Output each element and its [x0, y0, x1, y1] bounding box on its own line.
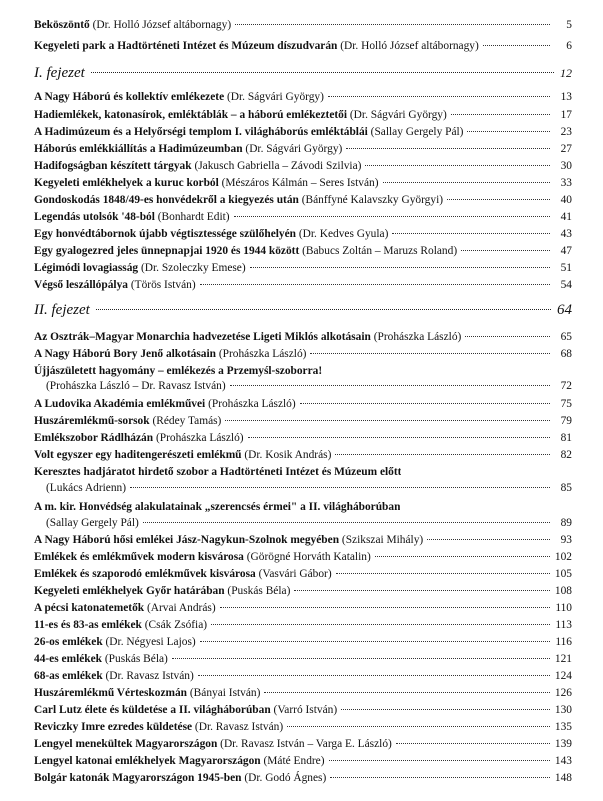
entry-page: 135 [554, 721, 572, 733]
entry-author: (Puskás Béla) [227, 585, 291, 597]
entry-page: 85 [560, 482, 572, 494]
entry-author: (Sallay Gergely Pál) [370, 126, 464, 138]
entry-page: 27 [560, 143, 572, 155]
toc-entry [34, 584, 572, 598]
dot-leader [225, 420, 550, 421]
entry-page: 121 [554, 653, 572, 665]
entry-page: 13 [560, 91, 572, 103]
dot-leader [383, 182, 550, 183]
entry-title: A Ludovika Akadémia emlékművei [34, 398, 206, 410]
entry-title: A Hadimúzeum és a Helyőrségi templom I. világháborús emléktáblái [34, 126, 368, 138]
toc-entry [34, 771, 572, 785]
entry-author: (Dr. Ravasz István) [105, 670, 194, 682]
dot-leader [447, 199, 550, 200]
entry-title: A m. kir. Honvédség alakulatainak „szerencsés érmei" a II. világháborúban [34, 501, 401, 513]
dot-leader [465, 336, 550, 337]
toc-entry [34, 618, 572, 632]
toc-entry [34, 193, 572, 207]
entry-title: Lengyel katonai emlékhelyek Magyarországon [34, 755, 261, 767]
toc-entry [34, 227, 572, 241]
entry-page: 51 [560, 262, 572, 274]
entry-page: 82 [560, 449, 572, 461]
dot-leader [250, 267, 550, 268]
entry-title: 26-os emlékek [34, 636, 103, 648]
dot-leader [341, 709, 550, 710]
toc-entry [34, 686, 572, 700]
dot-leader [287, 726, 550, 727]
dot-leader [392, 233, 550, 234]
entry-author: (Prohászka László) [155, 432, 244, 444]
toc-entry [34, 90, 572, 104]
entry-author: (Dr. Ravasz István – Varga E. László) [220, 738, 392, 750]
chapter-title: I. fejezet [34, 65, 85, 81]
toc-entry [34, 703, 572, 717]
toc-entry [34, 414, 572, 428]
entry-title: Légimódi lovagiasság [34, 262, 139, 274]
toc-entry [34, 567, 572, 581]
toc-entry [34, 125, 572, 139]
entry-title: Emlékek és emlékművek modern kisvárosa [34, 551, 244, 563]
toc-entry-continued [46, 481, 572, 495]
chapter-title: II. fejezet [34, 302, 90, 318]
entry-title: 11-es és 83-as emlékek [34, 619, 142, 631]
entry-author: (Puskás Béla) [104, 653, 168, 665]
entry-page: 17 [560, 109, 572, 121]
entry-page: 113 [555, 619, 572, 631]
toc-entry [34, 210, 572, 224]
entry-page: 68 [560, 348, 572, 360]
entry-author: (Dr. Godó Ágnes) [244, 772, 327, 784]
dot-leader [211, 624, 550, 625]
toc-entry [34, 108, 572, 122]
toc-entry [34, 39, 572, 53]
entry-title: Beköszöntő [34, 19, 90, 31]
entry-author: (Mészáros Kálmán – Seres István) [221, 177, 379, 189]
entry-title: A pécsi katonatemetők [34, 602, 145, 614]
entry-page: 30 [560, 160, 572, 172]
entry-page: 65 [560, 331, 572, 343]
entry-author: (Babucs Zoltán – Maruzs Roland) [302, 245, 458, 257]
entry-author: (Csák Zsófia) [144, 619, 208, 631]
toc-entry [34, 330, 572, 344]
dot-leader [235, 24, 550, 25]
toc-entry [34, 431, 572, 445]
entry-page: 54 [560, 279, 572, 291]
toc-entry [34, 465, 572, 479]
entry-author: (Varró István) [273, 704, 338, 716]
entry-title: 68-as emlékek [34, 670, 103, 682]
dot-leader [310, 353, 550, 354]
toc-entry-continued [46, 516, 572, 530]
toc-entry [34, 652, 572, 666]
entry-page: 108 [554, 585, 572, 597]
toc-entry [34, 550, 572, 564]
entry-page: 143 [554, 755, 572, 767]
entry-author: (Dr. Kosik András) [244, 449, 332, 461]
dot-leader [143, 522, 550, 523]
toc-entry [34, 176, 572, 190]
entry-title: Hadifogságban készített tárgyak [34, 160, 192, 172]
entry-title: Kegyeleti emlékhelyek Győr határában [34, 585, 225, 597]
dot-leader [172, 658, 550, 659]
entry-author: (Prohászka László) [208, 398, 296, 410]
entry-page: 148 [554, 772, 572, 784]
entry-author: (Dr. Holló József altábornagy) [92, 19, 232, 31]
entry-author: (Dr. Holló József altábornagy) [340, 40, 479, 52]
chapter-heading [34, 302, 572, 322]
toc-entry [34, 635, 572, 649]
chapter-heading [34, 65, 572, 85]
entry-author: (Sallay Gergely Pál) [46, 517, 139, 529]
entry-author: (Máté Endre) [263, 755, 325, 767]
entry-title: Huszáremlékmű Vérteskozmán [34, 687, 188, 699]
toc-entry [34, 601, 572, 615]
entry-page: 130 [554, 704, 572, 716]
entry-page: 41 [560, 211, 572, 223]
dot-leader [96, 309, 551, 310]
dot-leader [396, 743, 550, 744]
entry-page: 47 [560, 245, 572, 257]
entry-page: 139 [554, 738, 572, 750]
entry-title: Háborús emlékkiállítás a Hadimúzeumban [34, 143, 243, 155]
entry-title: 44-es emlékek [34, 653, 103, 665]
entry-page: 124 [554, 670, 572, 682]
dot-leader [483, 45, 550, 46]
dot-leader [330, 777, 550, 778]
toc-entry [34, 261, 572, 275]
entry-title: Kegyeleti park a Hadtörténeti Intézet és Múzeum díszudvarán [34, 40, 338, 52]
entry-title: Keresztes hadjáratot hirdető szobor a Hadtörténeti Intézet és Múzeum előtt [34, 466, 402, 478]
entry-page: 72 [560, 380, 572, 392]
entry-author: (Görögné Horváth Katalin) [246, 551, 371, 563]
entry-title: Huszáremlékmű-sorsok [34, 415, 150, 427]
toc-entry [34, 533, 572, 547]
entry-title: Carl Lutz élete és küldetése a II. világháborúban [34, 704, 271, 716]
entry-page: 110 [555, 602, 572, 614]
dot-leader [248, 437, 550, 438]
dot-leader [130, 487, 550, 488]
dot-leader [220, 607, 550, 608]
entry-title: Egy gyalogezred jeles ünnepnapjai 1920 és 1944 között [34, 245, 300, 257]
dot-leader [336, 573, 550, 574]
entry-author: (Prohászka László – Dr. Ravasz István) [46, 380, 226, 392]
entry-author: (Dr. Ságvári György) [227, 91, 324, 103]
entry-author: (Vasvári Gábor) [258, 568, 332, 580]
dot-leader [300, 403, 550, 404]
entry-author: (Dr. Ságvári György) [349, 109, 447, 121]
dot-leader [294, 590, 550, 591]
entry-author: (Rédey Tamás) [152, 415, 222, 427]
entry-title: Emlékek és szaporodó emlékművek kisvárosa [34, 568, 256, 580]
entry-author: (Dr. Négyesi Lajos) [105, 636, 196, 648]
dot-leader [234, 216, 550, 217]
toc-entry [34, 448, 572, 462]
entry-author: (Jakusch Gabriella – Závodi Szilvia) [194, 160, 362, 172]
entry-author: (Szikszai Mihály) [341, 534, 424, 546]
toc-entry [34, 397, 572, 411]
toc-entry [34, 737, 572, 751]
toc-entry [34, 278, 572, 292]
entry-author: (Bánffyné Kalavszky Györgyi) [301, 194, 444, 206]
dot-leader [328, 96, 550, 97]
entry-page: 79 [560, 415, 572, 427]
dot-leader [451, 114, 550, 115]
toc-entry [34, 500, 572, 514]
entry-title: Újjászületett hagyomány – emlékezés a Przemyśl-szoborra! [34, 365, 323, 377]
entry-author: (Bányai István) [189, 687, 261, 699]
entry-author: (Dr. Kedves Gyula) [298, 228, 389, 240]
dot-leader [346, 148, 550, 149]
toc-entry [34, 720, 572, 734]
entry-author: (Bonhardt Edit) [157, 211, 230, 223]
chapter-page: 64 [557, 302, 572, 318]
dot-leader [329, 760, 550, 761]
dot-leader [467, 131, 550, 132]
entry-author: (Dr. Ságvári György) [245, 143, 343, 155]
entry-author: (Dr. Szoleczky Emese) [140, 262, 246, 274]
entry-page: 105 [554, 568, 572, 580]
entry-author: (Prohászka László) [373, 331, 462, 343]
toc-entry [34, 142, 572, 156]
entry-page: 102 [554, 551, 572, 563]
toc-entry [34, 244, 572, 258]
entry-page: 93 [560, 534, 572, 546]
dot-leader [200, 284, 550, 285]
dot-leader [91, 72, 554, 73]
entry-page: 33 [560, 177, 572, 189]
entry-title: Reviczky Imre ezredes küldetése [34, 721, 193, 733]
entry-title: Hadiemlékek, katonasírok, emléktáblák – a háború emlékeztetői [34, 109, 348, 121]
entry-page: 81 [560, 432, 572, 444]
entry-title: A Nagy Háború és kollektív emlékezete [34, 91, 225, 103]
entry-author: (Arvai András) [146, 602, 216, 614]
dot-leader [264, 692, 550, 693]
entry-page: 43 [560, 228, 572, 240]
entry-page: 23 [560, 126, 572, 138]
entry-title: Emlékszobor Rádlházán [34, 432, 154, 444]
dot-leader [198, 675, 550, 676]
entry-title: Lengyel menekültek Magyarországon [34, 738, 218, 750]
toc-entry [34, 364, 572, 378]
entry-title: Bolgár katonák Magyarországon 1945-ben [34, 772, 242, 784]
entry-page: 6 [566, 40, 572, 52]
dot-leader [461, 250, 550, 251]
entry-title: Volt egyszer egy haditengerészeti emlékmű [34, 449, 242, 461]
toc-entry [34, 669, 572, 683]
entry-title: Gondoskodás 1848/49-es honvédekről a kiegyezés után [34, 194, 299, 206]
dot-leader [335, 454, 550, 455]
entry-title: Végső leszállópálya [34, 279, 128, 291]
entry-title: Egy honvédtábornok újabb végtisztessége szülőhelyén [34, 228, 297, 240]
chapter-page: 12 [560, 66, 572, 80]
entry-author: (Törös István) [130, 279, 196, 291]
entry-title: Kegyeleti emlékhelyek a kuruc korból [34, 177, 219, 189]
dot-leader [230, 385, 550, 386]
dot-leader [375, 556, 550, 557]
dot-leader [365, 165, 550, 166]
entry-author: (Prohászka László) [218, 348, 307, 360]
entry-page: 75 [560, 398, 572, 410]
entry-title: A Nagy Háború hősi emlékei Jász-Nagykun-Szolnok megyében [34, 534, 340, 546]
entry-page: 5 [566, 19, 572, 31]
entry-page: 116 [555, 636, 572, 648]
entry-author: (Dr. Ravasz István) [194, 721, 284, 733]
toc-entry [34, 347, 572, 361]
entry-page: 40 [560, 194, 572, 206]
entry-page: 126 [554, 687, 572, 699]
entry-title: A Nagy Háború Bory Jenő alkotásain [34, 348, 216, 360]
toc-entry [34, 18, 572, 32]
toc-entry [34, 159, 572, 173]
entry-page: 89 [560, 517, 572, 529]
dot-leader [200, 641, 550, 642]
dot-leader [427, 539, 550, 540]
entry-author: (Lukács Adrienn) [46, 482, 127, 494]
entry-title: Legendás utolsók '48-ból [34, 211, 155, 223]
toc-entry-continued [46, 379, 572, 393]
entry-title: Az Osztrák–Magyar Monarchia hadvezetése Ligeti Miklós alkotásain [34, 331, 371, 343]
toc-entry [34, 754, 572, 768]
